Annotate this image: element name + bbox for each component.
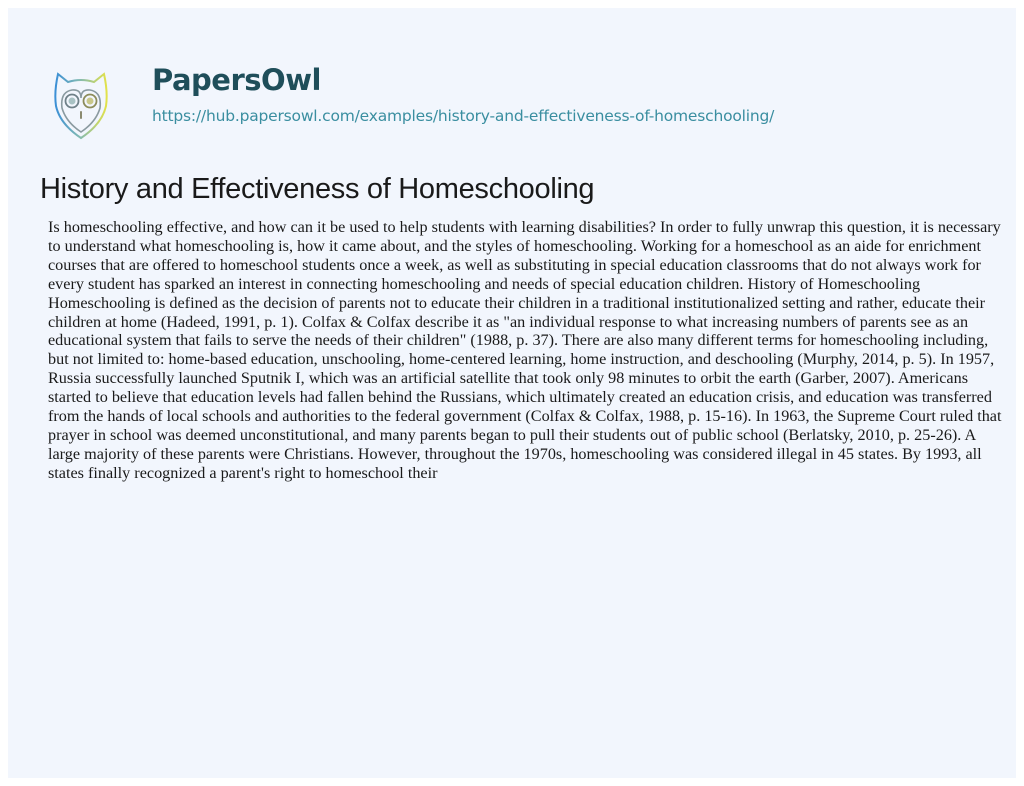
page-title: History and Effectiveness of Homeschooling bbox=[40, 173, 595, 205]
owl-logo-icon[interactable] bbox=[50, 62, 112, 142]
brand-name[interactable]: PapersOwl bbox=[152, 63, 321, 97]
source-url-link[interactable]: https://hub.papersowl.com/examples/history-and-effectiveness-of-homeschooling/ bbox=[152, 107, 775, 125]
article-body: Is homeschooling effective, and how can it be used to help students with learning disabilities? In order to fully unwrap this question, it is necessary to understand what homeschooling is, how it came about, and the styles of homeschooling. Working for a homeschool as an aide for enrichment courses that are offered to homeschool students once a week, as well as substituting in special education classrooms that do not always work for every student has sparked an interest in connecting homeschooling and needs of special education children. History of Homeschooling Homeschooling is defined as the decision of parents not to educate their children in a traditional institutionalized setting and rather, educate their children at home (Hadeed, 1991, p. 1). Colfax & Colfax describe it as "an individual response to what increasing numbers of parents see as an educational system that fails to serve the needs of their children" (1988, p. 37). There are also many different terms for homeschooling including, but not limited to: home-based education, unschooling, home-centered learning, home instruction, and deschooling (Murphy, 2014, p. 5). In 1957, Russia successfully launched Sputnik I, which was an artificial satellite that took only 98 minutes to orbit the earth (Garber, 2007). Americans started to believe that education levels had fallen behind the Russians, which ultimately created an education crisis, and education was transferred from the hands of local schools and authorities to the federal government (Colfax & Colfax, 1988, p. 15-16). In 1963, the Supreme Court ruled that prayer in school was deemed unconstitutional, and many parents began to pull their students out of public school (Berlatsky, 2010, p. 25-26). A large majority of these parents were Christians. However, throughout the 1970s, homeschooling was considered illegal in 45 states. By 1993, all states finally recognized a parent's right to homeschool their bbox=[48, 218, 1002, 482]
